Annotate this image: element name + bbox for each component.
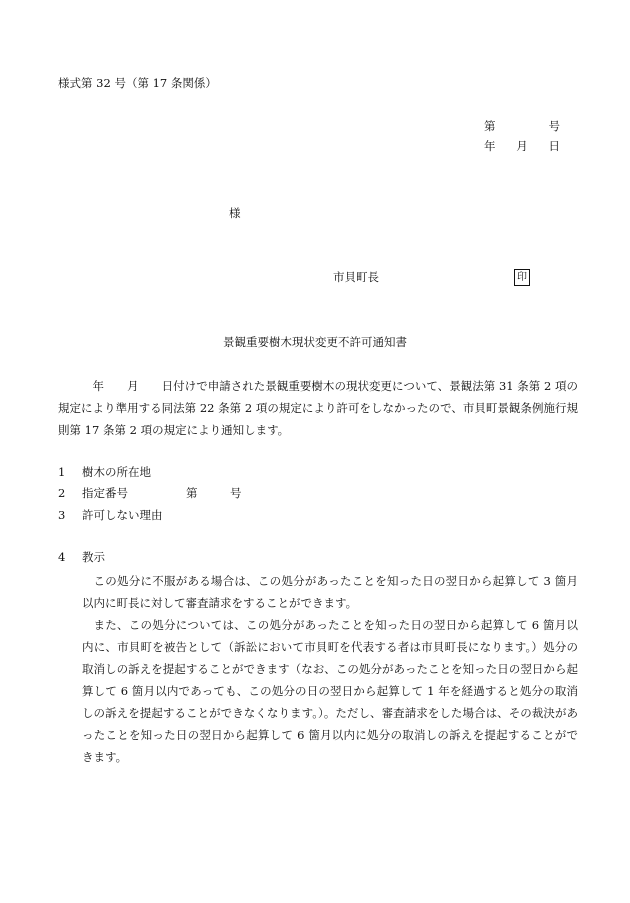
document-title: 景観重要樹木現状変更不許可通知書 xyxy=(223,335,407,349)
item-label: 樹木の所在地 xyxy=(82,465,151,479)
addressee: 様 xyxy=(229,206,241,220)
instruction-paragraph-lawsuit: また、この処分については、この処分があったことを知った日の翌日から起算して 6 箇月以内に、市貝町を被告として（訴訟において市貝町を代表する者は市貝町長になります。）処分の取消しの訴えを提起することができます（なお、この処分があったことを知った日の翌日から起算して 6 箇月以内であっても、この処分の日の翌日から起算して 1 年を経過すると処分の取消しの訴えを提起することができなくなります。）。ただし、審査請求をした場合は、その裁決があったことを知った日の翌日から起算して 6 箇月以内に処分の取消しの訴えを提起することができます。 xyxy=(82,618,578,764)
item-designation-number xyxy=(58,488,242,500)
form-number: 様式第 32 号（第 17 条関係） xyxy=(58,76,217,90)
item-number: 3 xyxy=(58,508,66,522)
document-number-prefix: 第 xyxy=(484,119,496,133)
item-tree-location xyxy=(58,467,151,479)
date-month: 月 xyxy=(516,139,528,153)
item-label: 教示 xyxy=(82,550,105,564)
seal-mark: 印 xyxy=(514,269,530,286)
item-instruction xyxy=(58,552,105,564)
item-number: 4 xyxy=(58,550,66,564)
instruction-paragraph-appeal: この処分に不服がある場合は、この処分があったことを知った日の翌日から起算して 3 箇月以内に町長に対して審査請求をすることができます。 xyxy=(82,574,578,610)
issue-date xyxy=(484,141,560,153)
date-year: 年 xyxy=(484,139,496,153)
item-number: 1 xyxy=(58,465,66,479)
document-number-suffix: 号 xyxy=(548,119,560,133)
designation-suffix: 号 xyxy=(230,486,242,500)
item-label: 許可しない理由 xyxy=(82,508,163,522)
item-number: 2 xyxy=(58,486,66,500)
issuer-name: 市貝町長 xyxy=(333,270,379,284)
notice-paragraph: 年 月 日付けで申請された景観重要樹木の現状変更について、景観法第 31 条第 2 項の規定により準用する同法第 22 条第 2 項の規定により許可をしなかったので、市貝町景観条例施行規則第 17 条第 2 項の規定により通知します。 xyxy=(58,379,578,437)
date-day: 日 xyxy=(548,139,560,153)
item-reason xyxy=(58,510,163,522)
item-label: 指定番号 xyxy=(82,486,128,500)
document-number xyxy=(484,121,560,133)
designation-prefix: 第 xyxy=(186,486,198,500)
